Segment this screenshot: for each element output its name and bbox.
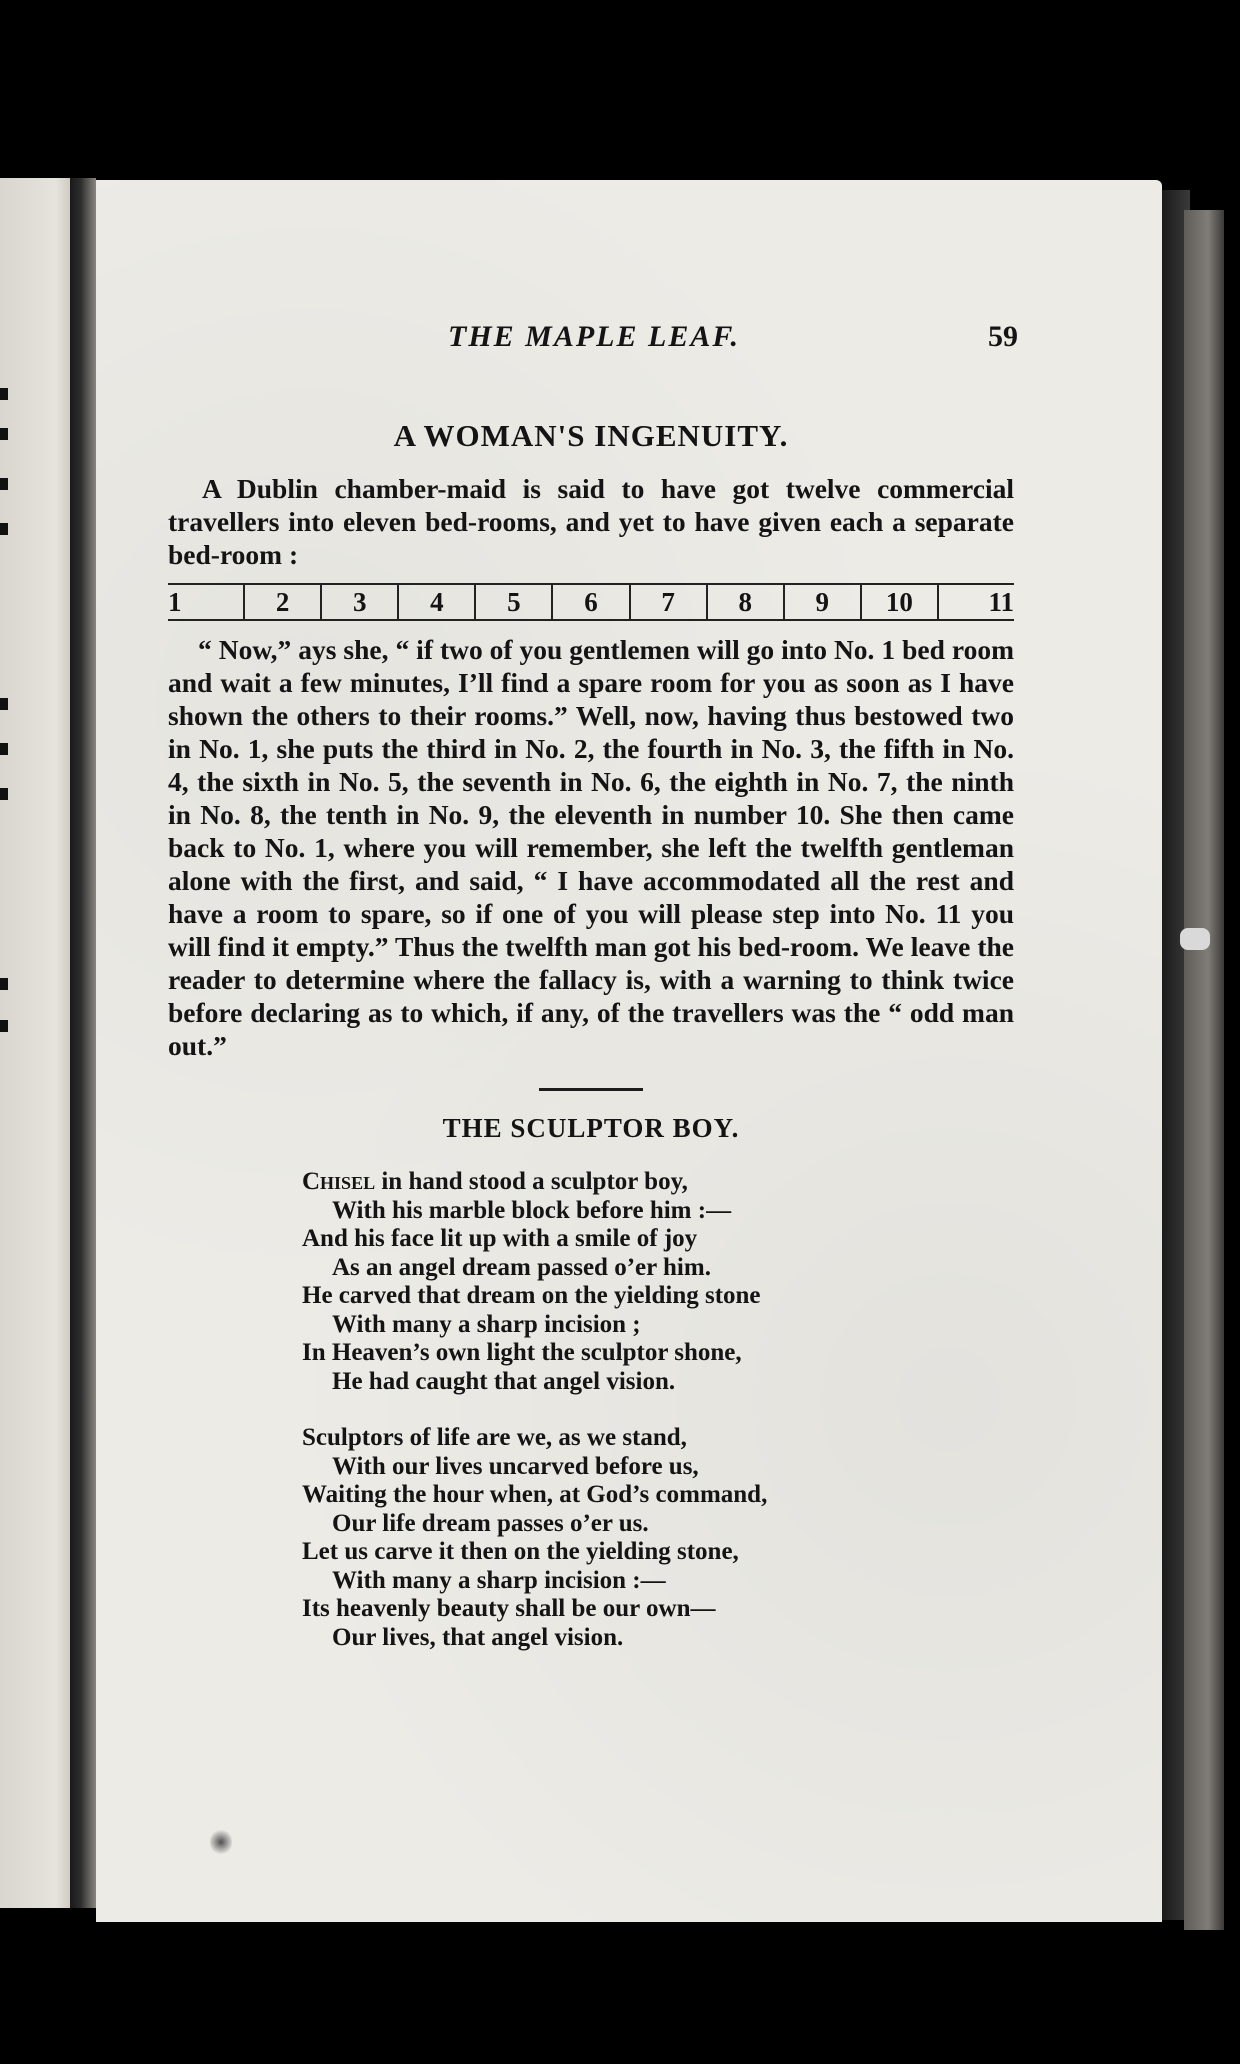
room-number: 4 xyxy=(399,585,476,619)
room-number-row xyxy=(168,583,1014,621)
room-number: 5 xyxy=(476,585,553,619)
article-intro: A Dublin chamber-maid is said to have got twelve commercial travellers into eleven bed-rooms, and yet to have given each a separate bed-room : xyxy=(168,473,1014,570)
poem-first-word: Chisel xyxy=(302,1168,376,1195)
poem-stanza xyxy=(302,1168,1014,1396)
room-number: 2 xyxy=(245,585,322,619)
poem-line: Its heavenly beauty shall be our own— xyxy=(302,1595,716,1622)
room-number: 7 xyxy=(631,585,708,619)
poem-line: And his face lit up with a smile of joy xyxy=(302,1225,698,1252)
page-tab-mark xyxy=(1180,928,1210,950)
room-number: 10 xyxy=(862,585,939,619)
poem-line: He had caught that angel vision. xyxy=(332,1367,676,1395)
room-number: 8 xyxy=(708,585,785,619)
poem-line: Sculptors of life are we, as we stand, xyxy=(302,1424,687,1451)
article-body: “ Now,” ays she, “ if two of you gentlemen will go into No. 1 bed room and wait a few minutes, I’ll find a spare room for you as soon as I have shown the others to their rooms.” Well, now, having thus bestowed two in No. 1, she puts the third in No. 2, the fourth in No. 3, the fifth in No. 4, the sixth in No. 5, the seventh in No. 6, the eighth in No. 7, the ninth in No. 8, the tenth in No. 9, the eleventh in number 10. She then came back to No. 1, where you will remember, she left the twelfth gentleman alone with the first, and said, “ I have accommodated all the rest and have a room to spare, so if one of you will please step into No. 11 you will find it empty.” Thus the twelfth man got his bed-room. We leave the reader to determine where the fallacy is, with a warning to think twice before declaring as to which, if any, of the travellers was the “ odd man out.” xyxy=(168,634,1014,1061)
poem-line: With many a sharp incision ; xyxy=(332,1310,641,1338)
previous-page-text-fragments xyxy=(0,178,12,1908)
poem-line: He carved that dream on the yielding stone xyxy=(302,1282,761,1309)
poem-line: With many a sharp incision :— xyxy=(332,1566,666,1594)
room-number: 9 xyxy=(785,585,862,619)
poem xyxy=(302,1168,1014,1652)
room-number: 1 xyxy=(168,585,245,619)
poem-line xyxy=(302,1168,1014,1197)
running-head xyxy=(168,320,1018,364)
poem-line: With his marble block before him :— xyxy=(332,1196,732,1224)
poem-line: As an angel dream passed o’er him. xyxy=(332,1253,711,1281)
poem-line: Let us carve it then on the yielding stone, xyxy=(302,1538,739,1565)
poem-line: Our life dream passes o’er us. xyxy=(332,1509,649,1537)
poem-stanza xyxy=(302,1424,1014,1652)
room-number: 3 xyxy=(322,585,399,619)
next-page-edge xyxy=(1184,210,1224,1930)
poem-line: Waiting the hour when, at God’s command, xyxy=(302,1481,768,1508)
poem-line-text: in hand stood a sculptor boy, xyxy=(375,1168,688,1195)
room-number: 11 xyxy=(988,587,1015,617)
article-title: A WOMAN'S INGENUITY. xyxy=(393,418,789,453)
section-divider xyxy=(539,1088,643,1091)
ink-stain xyxy=(210,1828,232,1856)
poem-line: Our lives, that angel vision. xyxy=(332,1623,624,1651)
poem-line: In Heaven’s own light the sculptor shone, xyxy=(302,1339,742,1366)
poem-title: THE SCULPTOR BOY. xyxy=(442,1113,740,1143)
previous-page-edge xyxy=(0,178,70,1908)
book-gutter xyxy=(70,178,96,1908)
room-number: 6 xyxy=(553,585,630,619)
running-title: THE MAPLE LEAF. xyxy=(448,320,741,353)
page-content xyxy=(168,320,1018,1680)
page-number: 59 xyxy=(988,320,1018,353)
poem-line: With our lives uncarved before us, xyxy=(332,1452,699,1480)
